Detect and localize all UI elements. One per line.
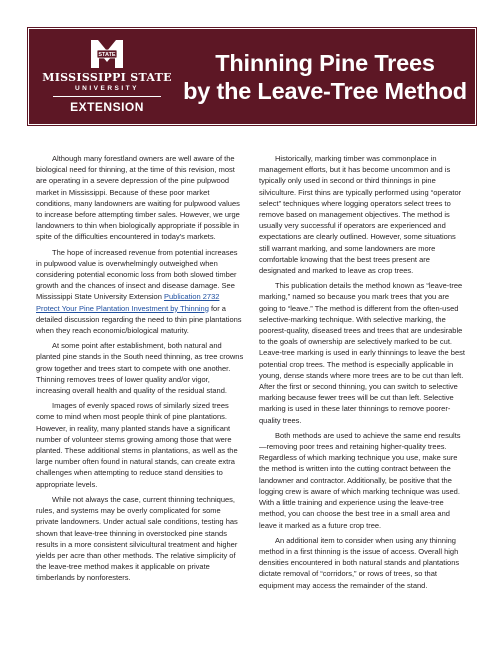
publication-2732-link[interactable]: Publication 2732 Protect Your Pine Plantation Investment by Thinning — [36, 292, 220, 313]
logo-university-word: UNIVERSITY — [74, 85, 139, 92]
logo-extension-word: EXTENSION — [70, 100, 144, 114]
logo-divider — [53, 96, 161, 97]
paragraph-text: The hope of increased revenue from potential increases in pulpwood value is overwhelmingly outweighed when considering potential economic loss from both slowed timber growth and the chances of insect and disease damage. See Mississippi State University Extension — [36, 247, 238, 302]
seal-text: STATE — [98, 52, 116, 59]
paragraph: An additional item to consider when using any thinning method in a first thinning is the issue of access. Overall high densities encountered in both natural stands and plantations dictate removal of “corridors,” or rows of trees, so that equipment may access the remainder of the stand. — [259, 535, 460, 590]
paragraph: This publication details the method known as “leave-tree marking,” named so because you mark trees that you are going to “leave.” The method is different from the often-used selective-marking technique. With selective marking, the poorest-quality, diseased trees and trees that are undesirable to the goals of ownership are selectively marked to be cut. Leave-tree marking is used in early thinnings to leave the best potential crop trees. The method is especially applicable in young, dense stands where more trees are to be cut than left. After the first or second thinning, you can switch to selective marking because fewer trees will be cut than left. Selective marking is used in these later thinnings to remove poorer-quality trees. — [259, 281, 465, 425]
paragraph: At some point after establishment, both natural and planted pine stands in the South need thinning, as tree crowns grow together and trees start to compete with one another. Thinning removes trees of lower quality and/or vigor, increasing overall health and quality of the residual stand. — [36, 341, 244, 396]
paragraph: Images of evenly spaced rows of similarly sized trees come to mind when most people think of pine plantations. However, in reality, many planted stands have a significant number of volunteer stems growing among those that were planted. These additional stems in plantations, as well as the large number often found in natural stands, can create extra challenges when attempting to reduce stand densities to appropriate levels. — [36, 401, 238, 489]
paragraph: Historically, marking timber was commonplace in management efforts, but it has become uncommon and is typically only used in second or third thinnings in pine silviculture. First thins are typically performed using “operator select” techniques where logging operators select trees to remove based on management objectives. The method is usually very successful if operators are experienced and expectations are clearly outlined. However, some situations still warrant marking, and some landowners are more comfortable knowing that the best trees present are designated and marked to leave as crop trees. — [259, 154, 462, 276]
logo-university-name: MISSISSIPPI STATE — [42, 71, 172, 84]
left-column — [36, 153, 244, 588]
paragraph-text: for a detailed discussion regarding the need to thin pine plantations when they reach economic/biological maturity. — [36, 303, 242, 336]
right-column — [259, 153, 467, 595]
paragraph-with-link — [36, 247, 244, 337]
paragraph: While not always the case, current thinning techniques, rules, and systems may be overly complicated for some private landowners. Under actual sale conditions, testing has shown that leave-tree thinning in overstocked pine stands results in a more consistent silvicultural treatment and higher yields per acre than other methods. The relative simplicity of the leave-tree method makes it applicable on private timberlands by nonforesters. — [36, 494, 238, 583]
title-line-2: by the Leave-Tree Method — [183, 78, 467, 104]
page-title — [179, 49, 471, 105]
msu-extension-logo[interactable] — [39, 38, 175, 116]
paragraph: Both methods are used to achieve the same end results—removing poor trees and retaining higher-quality trees. Regardless of which marking technique you use, make sure the method is written into the cutting contract between the landowner and contractor. Additionally, be positive that the logging crew is aware of which marking technique was used. With a little training and experience using the leave-tree method, you can choose the best tree in a small area and leave it marked as a future crop tree. — [259, 430, 461, 530]
header-banner — [28, 28, 476, 125]
paragraph: Although many forestland owners are well aware of the biological need for thinning, at the time of this revision, most are operating in a severe depression of the pine pulpwood market in Mississippi. Because of these poor market conditions, many landowners are waiting for pulpwood values to increase before attempting timber sales. However, we urge landowners to thin when biologically appropriate if possible in spite of the difficulties encountered in today's markets. — [36, 154, 240, 242]
msu-m-seal-icon — [89, 38, 125, 70]
title-line-1: Thinning Pine Trees — [215, 50, 435, 76]
